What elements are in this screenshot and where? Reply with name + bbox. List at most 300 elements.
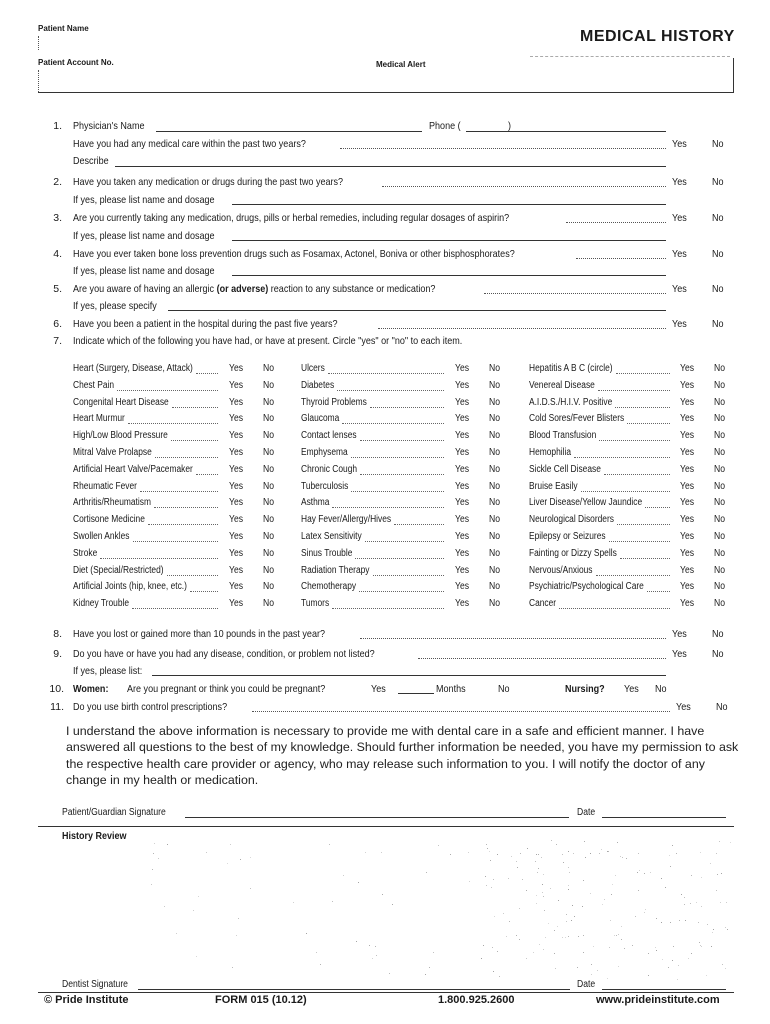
- q8-yes[interactable]: Yes: [672, 628, 687, 640]
- noise-speck: [615, 875, 616, 876]
- q1-describe-field[interactable]: [115, 166, 666, 167]
- noise-speck: [376, 955, 377, 956]
- dentist-signature-field[interactable]: [138, 989, 570, 990]
- noise-speck: [563, 862, 564, 863]
- noise-speck: [611, 894, 612, 895]
- condition-no[interactable]: No: [714, 480, 726, 492]
- condition-no[interactable]: No: [263, 514, 275, 526]
- condition-yes[interactable]: Yes: [680, 514, 695, 526]
- condition-yes[interactable]: Yes: [680, 480, 695, 492]
- q4-no[interactable]: No: [712, 248, 724, 260]
- condition-yes[interactable]: Yes: [680, 430, 695, 442]
- condition-leader: [581, 491, 670, 492]
- condition-yes[interactable]: Yes: [680, 547, 695, 559]
- noise-speck: [717, 874, 718, 875]
- q2-field[interactable]: [232, 204, 666, 205]
- q9-field[interactable]: [152, 675, 666, 676]
- condition-leader: [351, 491, 444, 492]
- noise-speck: [670, 866, 671, 867]
- noise-speck: [536, 903, 537, 904]
- noise-speck: [152, 869, 153, 870]
- condition-yes[interactable]: Yes: [680, 396, 695, 408]
- condition-yes[interactable]: Yes: [455, 379, 470, 391]
- condition-no[interactable]: No: [263, 547, 275, 559]
- footer-phone: 1.800.925.2600: [438, 994, 515, 1006]
- condition-no[interactable]: No: [489, 447, 501, 458]
- noise-speck: [389, 973, 390, 974]
- q1-phone-label: Phone (: [429, 120, 461, 132]
- noise-speck: [679, 920, 680, 921]
- condition-no[interactable]: No: [714, 379, 726, 391]
- q1-physician-label: Physician's Name: [73, 120, 145, 132]
- condition-yes[interactable]: Yes: [455, 497, 470, 509]
- noise-speck: [554, 930, 555, 931]
- q10-number: 10.: [49, 683, 64, 695]
- condition-yes[interactable]: Yes: [455, 581, 470, 593]
- condition-no[interactable]: No: [489, 480, 501, 492]
- noise-speck: [533, 952, 534, 953]
- condition-label: Cortisone Medicine: [73, 514, 145, 526]
- account-no-label: Patient Account No.: [38, 58, 114, 67]
- condition-yes[interactable]: Yes: [229, 463, 244, 475]
- noise-speck: [568, 851, 569, 852]
- condition-yes[interactable]: Yes: [680, 581, 695, 593]
- condition-no[interactable]: No: [714, 413, 726, 425]
- q9-no[interactable]: No: [712, 648, 724, 660]
- condition-label: Cold Sores/Fever Blisters: [529, 413, 625, 425]
- condition-no[interactable]: No: [714, 430, 726, 442]
- condition-yes[interactable]: Yes: [680, 497, 695, 509]
- condition-label: Tumors: [301, 598, 330, 610]
- condition-leader: [599, 440, 670, 441]
- condition-yes[interactable]: Yes: [229, 531, 244, 542]
- noise-speck: [543, 896, 544, 897]
- dentist-date-label: Date: [577, 979, 596, 990]
- noise-speck: [493, 971, 494, 972]
- condition-yes[interactable]: Yes: [229, 363, 244, 374]
- q1-yes[interactable]: Yes: [672, 138, 687, 150]
- condition-no[interactable]: No: [489, 598, 501, 610]
- condition-label: Asthma: [301, 497, 330, 509]
- condition-no[interactable]: No: [489, 396, 501, 408]
- condition-no[interactable]: No: [263, 363, 275, 374]
- noise-speck: [167, 844, 168, 845]
- condition-yes[interactable]: Yes: [680, 463, 695, 475]
- condition-no[interactable]: No: [263, 497, 275, 509]
- condition-no[interactable]: No: [489, 514, 501, 526]
- noise-speck: [558, 900, 559, 901]
- noise-speck: [616, 935, 617, 936]
- noise-speck: [193, 910, 194, 911]
- q10-no[interactable]: No: [498, 683, 510, 695]
- noise-speck: [519, 939, 520, 940]
- noise-speck: [602, 904, 603, 905]
- condition-no[interactable]: No: [263, 531, 275, 542]
- noise-speck: [722, 964, 723, 965]
- condition-yes[interactable]: Yes: [229, 497, 244, 509]
- q10-nursing-yes[interactable]: Yes: [624, 683, 639, 695]
- noise-speck: [650, 872, 651, 873]
- noise-speck: [469, 881, 470, 882]
- condition-label: High/Low Blood Pressure: [73, 430, 168, 442]
- condition-leader: [332, 608, 444, 609]
- q10-months-field[interactable]: [398, 693, 434, 694]
- noise-speck: [316, 952, 317, 953]
- noise-speck: [538, 868, 539, 869]
- condition-no[interactable]: No: [263, 581, 275, 593]
- form-title: MEDICAL HISTORY: [580, 28, 735, 45]
- q1-leader: [340, 148, 666, 149]
- condition-no[interactable]: No: [489, 531, 501, 542]
- q5-yes[interactable]: Yes: [672, 283, 687, 295]
- q2-text: Have you taken any medication or drugs during the past two years?: [73, 176, 344, 188]
- noise-speck: [516, 935, 517, 936]
- condition-label: Diet (Special/Restricted): [73, 564, 164, 576]
- noise-speck: [483, 945, 484, 946]
- noise-speck: [516, 861, 517, 862]
- noise-speck: [511, 856, 512, 857]
- condition-no[interactable]: No: [714, 447, 726, 458]
- condition-yes[interactable]: Yes: [229, 447, 244, 458]
- patient-date-field[interactable]: [602, 817, 726, 818]
- noise-speck: [716, 853, 717, 854]
- condition-yes[interactable]: Yes: [455, 598, 470, 610]
- condition-yes[interactable]: Yes: [680, 564, 695, 576]
- condition-leader: [332, 507, 444, 508]
- noise-speck: [672, 845, 673, 846]
- q11-no[interactable]: No: [716, 701, 728, 713]
- noise-speck: [607, 978, 608, 979]
- noise-speck: [612, 884, 613, 885]
- condition-label: Tuberculosis: [301, 480, 349, 492]
- q5-leader: [484, 293, 666, 294]
- condition-no[interactable]: No: [263, 463, 275, 475]
- noise-speck: [196, 956, 197, 957]
- condition-no[interactable]: No: [263, 413, 275, 425]
- condition-leader: [328, 373, 444, 374]
- q1-no[interactable]: No: [712, 138, 724, 150]
- condition-no[interactable]: No: [489, 430, 501, 442]
- dentist-date-field[interactable]: [602, 989, 726, 990]
- condition-label: Nervous/Anxious: [529, 564, 593, 576]
- noise-speck: [716, 890, 717, 891]
- noise-speck: [486, 844, 487, 845]
- condition-no[interactable]: No: [263, 396, 275, 408]
- condition-yes[interactable]: Yes: [229, 598, 244, 610]
- noise-speck: [481, 958, 482, 959]
- noise-speck: [591, 974, 592, 975]
- q11-text: Do you use birth control prescriptions?: [73, 701, 228, 713]
- condition-no[interactable]: No: [714, 363, 726, 374]
- q1-number: 1.: [53, 120, 62, 132]
- q6-leader: [378, 328, 666, 329]
- q10-nursing-no[interactable]: No: [655, 683, 667, 695]
- condition-yes[interactable]: Yes: [229, 514, 244, 526]
- noise-speck: [648, 953, 649, 954]
- q5-number: 5.: [53, 283, 62, 295]
- condition-no[interactable]: No: [714, 497, 726, 509]
- physician-name-field[interactable]: [156, 131, 422, 132]
- condition-no[interactable]: No: [489, 581, 501, 593]
- condition-no[interactable]: No: [263, 379, 275, 391]
- condition-yes[interactable]: Yes: [455, 480, 470, 492]
- noise-speck: [492, 947, 493, 948]
- condition-no[interactable]: No: [263, 564, 275, 576]
- noise-speck: [691, 953, 692, 954]
- noise-speck: [610, 920, 611, 921]
- noise-speck: [365, 852, 366, 853]
- condition-no[interactable]: No: [489, 363, 501, 374]
- condition-label: Artificial Heart Valve/Pacemaker: [73, 463, 193, 475]
- noise-speck: [668, 967, 669, 968]
- condition-yes[interactable]: Yes: [229, 396, 244, 408]
- condition-label: Chronic Cough: [301, 463, 358, 475]
- patient-signature-field[interactable]: [185, 817, 569, 818]
- noise-speck: [497, 951, 498, 952]
- noise-speck: [685, 920, 686, 921]
- condition-yes[interactable]: Yes: [680, 379, 695, 391]
- noise-speck: [691, 875, 692, 876]
- condition-label: Stroke: [73, 547, 98, 559]
- condition-yes[interactable]: Yes: [680, 413, 695, 425]
- condition-no[interactable]: No: [714, 564, 726, 576]
- noise-speck: [712, 932, 713, 933]
- noise-speck: [700, 945, 701, 946]
- q1-describe-label: Describe: [73, 155, 109, 167]
- noise-speck: [707, 924, 708, 925]
- physician-phone-field[interactable]: [466, 131, 666, 132]
- condition-yes[interactable]: Yes: [455, 547, 470, 559]
- condition-leader: [598, 390, 670, 391]
- condition-yes[interactable]: Yes: [680, 531, 695, 542]
- condition-yes[interactable]: Yes: [680, 447, 695, 458]
- noise-speck: [375, 946, 376, 947]
- q5-field[interactable]: [168, 310, 666, 311]
- noise-speck: [198, 896, 199, 897]
- noise-speck: [701, 906, 702, 907]
- condition-label: Diabetes: [301, 379, 335, 391]
- condition-yes[interactable]: Yes: [229, 581, 244, 593]
- noise-speck: [562, 854, 563, 855]
- patient-signature-label: Patient/Guardian Signature: [62, 807, 166, 818]
- condition-leader: [394, 524, 444, 525]
- condition-label: Ulcers: [301, 363, 325, 374]
- q10-yes[interactable]: Yes: [371, 683, 386, 695]
- q6-yes[interactable]: Yes: [672, 318, 687, 330]
- noise-speck: [599, 853, 600, 854]
- condition-leader: [172, 407, 218, 408]
- alert-box-top: [530, 56, 730, 57]
- noise-speck: [681, 894, 682, 895]
- condition-yes[interactable]: Yes: [455, 363, 470, 374]
- condition-no[interactable]: No: [489, 564, 501, 576]
- condition-label: Sickle Cell Disease: [529, 463, 601, 475]
- condition-yes[interactable]: Yes: [455, 430, 470, 442]
- noise-speck: [493, 879, 494, 880]
- condition-label: Venereal Disease: [529, 379, 595, 391]
- review-rule: [38, 826, 734, 827]
- noise-speck: [578, 936, 579, 937]
- q2-yes[interactable]: Yes: [672, 176, 687, 188]
- condition-no[interactable]: No: [714, 463, 726, 475]
- condition-label: Rheumatic Fever: [73, 480, 137, 492]
- condition-no[interactable]: No: [489, 497, 501, 509]
- condition-yes[interactable]: Yes: [455, 514, 470, 526]
- q10-months-label: Months: [436, 683, 466, 695]
- q9-sub: If yes, please list:: [73, 665, 143, 677]
- noise-speck: [497, 854, 498, 855]
- noise-speck: [526, 890, 527, 891]
- noise-speck: [622, 857, 623, 858]
- q4-yes[interactable]: Yes: [672, 248, 687, 260]
- noise-speck: [486, 885, 487, 886]
- q2-leader: [382, 186, 666, 187]
- noise-speck: [725, 968, 726, 969]
- condition-no[interactable]: No: [714, 514, 726, 526]
- condition-no[interactable]: No: [489, 413, 501, 425]
- condition-no[interactable]: No: [263, 447, 275, 458]
- noise-speck: [490, 860, 491, 861]
- noise-speck: [154, 843, 155, 844]
- condition-yes[interactable]: Yes: [455, 396, 470, 408]
- condition-yes[interactable]: Yes: [229, 564, 244, 576]
- condition-label: Artificial Joints (hip, knee, etc.): [73, 581, 187, 593]
- q9-yes[interactable]: Yes: [672, 648, 687, 660]
- condition-leader: [355, 558, 444, 559]
- noise-speck: [230, 844, 231, 845]
- noise-speck: [494, 916, 495, 917]
- condition-yes[interactable]: Yes: [455, 413, 470, 425]
- noise-speck: [577, 967, 578, 968]
- q11-leader: [252, 711, 670, 712]
- condition-leader: [360, 474, 444, 475]
- condition-label: Mitral Valve Prolapse: [73, 447, 152, 458]
- condition-no[interactable]: No: [489, 379, 501, 391]
- noise-speck: [635, 916, 636, 917]
- q1-care-text: Have you had any medical care within the past two years?: [73, 138, 306, 150]
- condition-yes[interactable]: Yes: [229, 480, 244, 492]
- noise-speck: [665, 887, 666, 888]
- noise-speck: [661, 922, 662, 923]
- noise-speck: [568, 936, 569, 937]
- noise-speck: [677, 979, 678, 980]
- noise-speck: [617, 842, 618, 843]
- condition-yes[interactable]: Yes: [455, 531, 470, 542]
- condition-label: Radiation Therapy: [301, 564, 370, 576]
- q3-no[interactable]: No: [712, 212, 724, 224]
- condition-yes[interactable]: Yes: [455, 463, 470, 475]
- condition-label: Hepatitis A B C (circle): [529, 363, 613, 374]
- footer-rule: [38, 992, 734, 993]
- q4-field[interactable]: [232, 275, 666, 276]
- condition-no[interactable]: No: [489, 463, 501, 475]
- q5-no[interactable]: No: [712, 283, 724, 295]
- q3-number: 3.: [53, 212, 62, 224]
- noise-speck: [433, 952, 434, 953]
- condition-yes[interactable]: Yes: [680, 363, 695, 374]
- noise-speck: [320, 964, 321, 965]
- noise-speck: [621, 926, 622, 927]
- condition-leader: [620, 558, 670, 559]
- noise-speck: [688, 958, 689, 959]
- q1-phone-close: ): [508, 120, 512, 132]
- condition-label: Blood Transfusion: [529, 430, 597, 442]
- condition-leader: [604, 474, 670, 475]
- condition-leader: [133, 541, 218, 542]
- q10-women-label: Women:: [73, 683, 109, 695]
- q3-field[interactable]: [232, 240, 666, 241]
- noise-speck: [638, 890, 639, 891]
- noise-speck: [601, 849, 602, 850]
- condition-yes[interactable]: Yes: [229, 379, 244, 391]
- noise-speck: [250, 888, 251, 889]
- noise-speck: [556, 844, 557, 845]
- condition-yes[interactable]: Yes: [455, 564, 470, 576]
- condition-leader: [148, 524, 218, 525]
- noise-speck: [491, 887, 492, 888]
- noise-speck: [343, 875, 344, 876]
- q7-text: Indicate which of the following you have had, or have at present. Circle "yes" or "no" to each item.: [73, 335, 463, 347]
- noise-speck: [585, 857, 586, 858]
- noise-speck: [565, 937, 566, 938]
- noise-speck: [719, 841, 720, 842]
- noise-speck: [329, 844, 330, 845]
- noise-speck: [701, 877, 702, 878]
- condition-no[interactable]: No: [489, 547, 501, 559]
- noise-speck: [699, 942, 700, 943]
- noise-speck: [425, 974, 426, 975]
- condition-yes[interactable]: Yes: [229, 430, 244, 442]
- noise-speck: [727, 929, 728, 930]
- q7-number: 7.: [53, 335, 62, 347]
- noise-speck: [450, 854, 451, 855]
- condition-yes[interactable]: Yes: [680, 598, 695, 610]
- condition-yes[interactable]: Yes: [455, 447, 470, 458]
- condition-label: Chest Pain: [73, 379, 115, 391]
- condition-yes[interactable]: Yes: [229, 547, 244, 559]
- noise-speck: [503, 913, 504, 914]
- condition-leader: [100, 558, 218, 559]
- condition-label: Congenital Heart Disease: [73, 396, 169, 408]
- q6-no[interactable]: No: [712, 318, 724, 330]
- condition-yes[interactable]: Yes: [229, 413, 244, 425]
- condition-no[interactable]: No: [714, 396, 726, 408]
- noise-speck: [661, 878, 662, 879]
- history-review-label: History Review: [62, 831, 127, 842]
- condition-leader: [190, 591, 218, 592]
- q8-no[interactable]: No: [712, 628, 724, 640]
- patient-name-label: Patient Name: [38, 24, 89, 33]
- condition-no[interactable]: No: [714, 531, 726, 542]
- condition-no[interactable]: No: [263, 598, 275, 610]
- header-divider: [38, 36, 40, 50]
- noise-speck: [538, 854, 539, 855]
- condition-label: Psychiatric/Psychological Care: [529, 581, 644, 593]
- noise-speck: [548, 923, 549, 924]
- q2-no[interactable]: No: [712, 176, 724, 188]
- condition-no[interactable]: No: [263, 480, 275, 492]
- condition-no[interactable]: No: [714, 581, 726, 593]
- q2-number: 2.: [53, 176, 62, 188]
- condition-no[interactable]: No: [714, 598, 726, 610]
- condition-no[interactable]: No: [714, 547, 726, 559]
- condition-no[interactable]: No: [263, 430, 275, 442]
- noise-speck: [656, 918, 657, 919]
- condition-label: Sinus Trouble: [301, 547, 353, 559]
- noise-speck: [655, 947, 656, 948]
- q3-yes[interactable]: Yes: [672, 212, 687, 224]
- q11-yes[interactable]: Yes: [676, 701, 691, 713]
